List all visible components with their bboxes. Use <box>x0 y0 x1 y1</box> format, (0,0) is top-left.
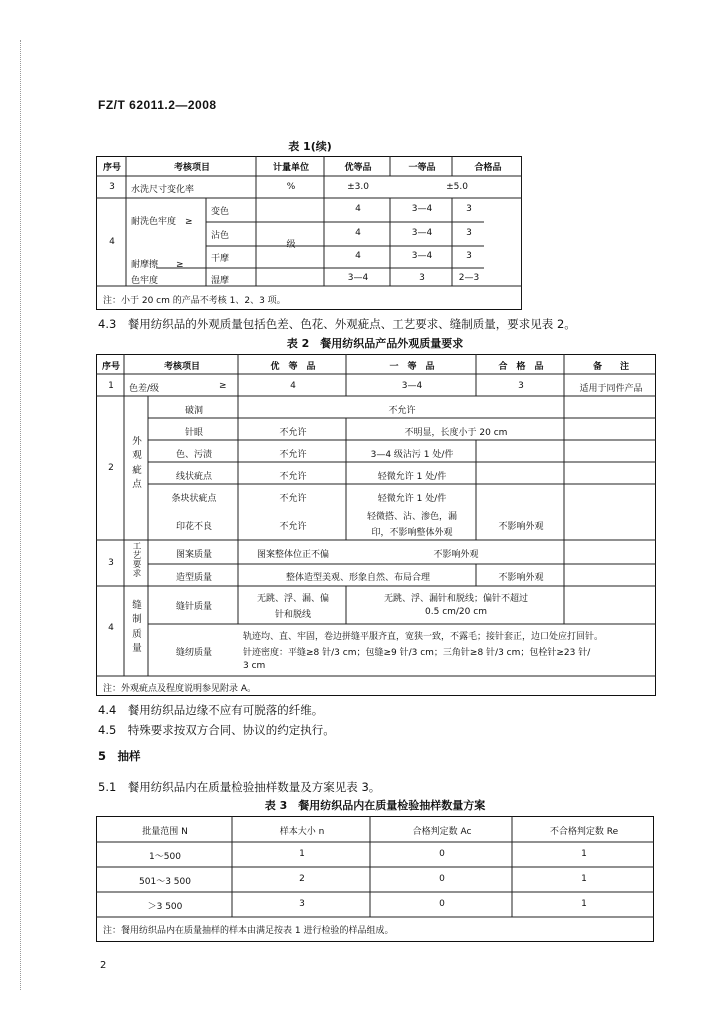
t2-r4-sew-item: 缝纫质量 <box>175 648 212 658</box>
t1-r4-sup-0: 4 <box>355 204 361 214</box>
t2-r2-first-4: 轻微允许 1 处/件 <box>377 494 447 504</box>
section-5-title: 5 抽样 <box>98 749 141 763</box>
t2-r2-item-1: 针眼 <box>184 428 203 438</box>
t1-r4-group2b: 色牢度 <box>131 276 159 286</box>
t1-r4-sup-2: 4 <box>355 251 361 261</box>
t2-r1-no: 1 <box>108 381 114 391</box>
table1-caption: 表 1(续) <box>288 140 332 153</box>
t2-r2-rest-1: 不明显，长度小于 20 cm <box>404 428 508 438</box>
t1-r4-group2a: 耐摩擦 ≥ <box>131 260 184 270</box>
t2-h-item: 考核项目 <box>163 362 200 372</box>
t2-r4-sew-a: 轨迹均、直、牢固，卷边拼缝平服齐直，宽狭一致，不露毛；接针套正，边口处应打回针。 <box>243 632 604 642</box>
t2-r3-rest-0: 不影响外观 <box>433 550 479 560</box>
t1-r4-sub-2: 干摩 <box>211 254 230 264</box>
t2-r2-item-2: 色、污渍 <box>175 450 212 460</box>
t3-h-re: 不合格判定数 Re <box>549 827 619 837</box>
t1-r3-no: 3 <box>109 182 115 192</box>
t2-h-first: 一 等 品 <box>389 362 435 372</box>
t2-r2-item-3: 线状疵点 <box>175 472 212 482</box>
t2-r4-cat: 缝 制 质 量 <box>132 600 142 654</box>
t2-r2-sup-2: 不允许 <box>279 450 307 460</box>
t2-r2-sup-1: 不允许 <box>279 428 307 438</box>
t1-h-no-cell: 序号 <box>102 163 121 173</box>
t3-r2-c1: 3 <box>299 899 305 909</box>
t2-r2-cat: 外 观 疵 点 <box>132 436 142 490</box>
t1-r4-qual-2: 3 <box>466 251 472 261</box>
table2-caption: 表 2 餐用纺织品产品外观质量要求 <box>286 337 464 350</box>
t2-r3-no: 3 <box>108 558 114 568</box>
t2-r2-item-4: 条块状疵点 <box>171 494 217 504</box>
t1-h-first-cell: 一等品 <box>408 163 436 173</box>
t1-r4-no: 4 <box>109 237 115 247</box>
para-4-3: 4.3 餐用纺织品的外观质量包括色差、色花、外观疵点、工艺要求、缝制质量，要求见表 2。 <box>98 317 576 331</box>
t1-r4-sub-1: 沾色 <box>211 231 230 241</box>
t3-r2-c3: 1 <box>581 899 587 909</box>
t3-r0-c3: 1 <box>581 849 587 859</box>
t2-r2-first-5a: 轻微搭、沾、渗色，漏 <box>366 512 457 522</box>
t2-r2-item-0: 破洞 <box>184 406 203 416</box>
t1-r4-qual-1: 3 <box>466 228 472 238</box>
t2-r3-item-0: 图案质量 <box>175 550 212 560</box>
t2-h-superior: 优 等 品 <box>270 362 316 372</box>
t1-r4-first-2: 3—4 <box>411 251 433 261</box>
t1-h-item-cell: 考核项目 <box>173 163 210 173</box>
t1-r4-sub-0: 变色 <box>211 207 230 217</box>
t3-r1-c3: 1 <box>581 874 587 884</box>
table3-caption: 表 3 餐用纺织品内在质量检验抽样数量方案 <box>264 799 486 812</box>
t2-r2-merged-0: 不允许 <box>388 406 416 416</box>
t2-h-qualified: 合 格 品 <box>498 362 544 372</box>
t2-r2-first-3: 轻微允许 1 处/件 <box>377 472 447 482</box>
t2-r2-sup-5: 不允许 <box>279 522 307 532</box>
standard-number: FZ/T 62011.2—2008 <box>98 98 217 112</box>
t2-r4-seam-sup-a: 无跳、浮、漏、偏 <box>256 594 329 604</box>
t3-r1-c0: 501～3 500 <box>139 877 191 887</box>
t2-r2-sup-3: 不允许 <box>279 472 307 482</box>
t2-r4-seam-rest-a: 无跳、浮、漏针和脱线；偏针不超过 <box>383 594 528 604</box>
t2-r1-superior: 4 <box>290 381 296 391</box>
scan-edge-mark <box>20 40 21 990</box>
t2-r1-ge: ≥ <box>219 381 227 391</box>
t1-r4-unit: 级 <box>286 240 296 250</box>
t1-r3-unit: % <box>286 182 296 192</box>
t2-r4-seam-sup-b: 针和脱线 <box>274 610 311 620</box>
t3-r2-c2: 0 <box>439 899 445 909</box>
t2-r2-no: 2 <box>108 463 114 473</box>
t2-r3-qual-1: 不影响外观 <box>498 573 544 583</box>
table2 <box>96 354 656 696</box>
t3-h-ac: 合格判定数 Ac <box>412 827 472 837</box>
t2-r1-item: 色差/级 <box>129 384 160 394</box>
t3-r0-c0: 1～500 <box>149 852 181 862</box>
t2-r4-sew-c: 3 cm <box>243 661 266 671</box>
t1-r4-sub-3: 湿摩 <box>211 276 230 286</box>
page-number: 2 <box>100 960 107 971</box>
t2-r3-sup-0: 图案整体位正不偏 <box>256 550 329 560</box>
t3-r1-c2: 0 <box>439 874 445 884</box>
t1-r4-group1: 耐洗色牢度 ≥ <box>131 217 193 227</box>
t2-r1-qualified: 3 <box>518 381 524 391</box>
t1-r4-sup-3: 3—4 <box>347 273 369 283</box>
t1-r4-first-0: 3—4 <box>411 204 433 214</box>
t2-r4-no: 4 <box>108 623 114 633</box>
t2-h-remark: 备 注 <box>592 362 629 372</box>
t2-r4-seam-rest-b: 0.5 cm/20 cm <box>425 607 487 617</box>
t2-r2-first-2: 3—4 级沾污 1 处/件 <box>370 450 454 460</box>
t2-r3-item-1: 造型质量 <box>175 573 212 583</box>
t2-r3-cat: 工 艺 要 求 <box>132 542 142 579</box>
t3-r2-c0: ＞3 500 <box>147 902 183 912</box>
t1-r4-first-1: 3—4 <box>411 228 433 238</box>
t2-r1-first: 3—4 <box>401 381 423 391</box>
t3-r0-c2: 0 <box>439 849 445 859</box>
t3-h-sample: 样本大小 n <box>279 827 325 837</box>
t2-r2-qual-5: 不影响外观 <box>498 522 544 532</box>
table1-body <box>96 156 522 310</box>
t1-r4-qual-0: 3 <box>466 204 472 214</box>
t2-note: 注：外观疵点及程度说明参见附录 A。 <box>103 684 257 694</box>
t1-r4-sup-1: 4 <box>355 228 361 238</box>
t3-r1-c1: 2 <box>299 874 305 884</box>
para-4-5: 4.5 特殊要求按双方合同、协议的约定执行。 <box>98 723 335 737</box>
t1-h-unit-cell: 计量单位 <box>272 163 309 173</box>
t2-r4-seam-item: 缝针质量 <box>175 602 212 612</box>
t1-h-qualified-cell: 合格品 <box>474 163 502 173</box>
para-4-4: 4.4 餐用纺织品边缘不应有可脱落的纤维。 <box>98 703 324 717</box>
t2-r4-sew-b: 针迹密度：平缝≥8 针/3 cm；包缝≥9 针/3 cm；三角针≥8 针/3 cm；包栓针≥23 针/ <box>243 648 591 658</box>
t3-r0-c1: 1 <box>299 849 305 859</box>
t2-r1-remark: 适用于同件产品 <box>579 384 643 394</box>
t3-note: 注：餐用纺织品内在质量抽样的样本由满足按表 1 进行检验的样品组成。 <box>103 926 394 936</box>
t3-h-lot: 批量范围 N <box>142 827 188 837</box>
table3 <box>96 816 654 942</box>
para-5-1: 5.1 餐用纺织品内在质量检验抽样数量及方案见表 3。 <box>98 780 381 794</box>
t1-r3-item: 水洗尺寸变化率 <box>131 185 195 195</box>
t1-r4-qual-3: 2—3 <box>458 273 480 283</box>
t2-r2-first-5b: 印，不影响整体外观 <box>371 528 453 538</box>
t1-r4-first-3: 3 <box>419 273 425 283</box>
t2-r2-sup-4: 不允许 <box>279 494 307 504</box>
t2-r2-item-5: 印花不良 <box>175 522 212 532</box>
t1-r3-first-qualified: ±5.0 <box>446 182 468 192</box>
t2-r3-merged-1: 整体造型美观、形象自然、布局合理 <box>285 573 430 583</box>
t1-note: 注：小于 20 cm 的产品不考核 1、2、3 项。 <box>103 296 286 306</box>
t2-h-no: 序号 <box>101 362 120 372</box>
t1-h-superior-cell: 优等品 <box>344 163 372 173</box>
t1-r3-superior: ±3.0 <box>347 182 369 192</box>
